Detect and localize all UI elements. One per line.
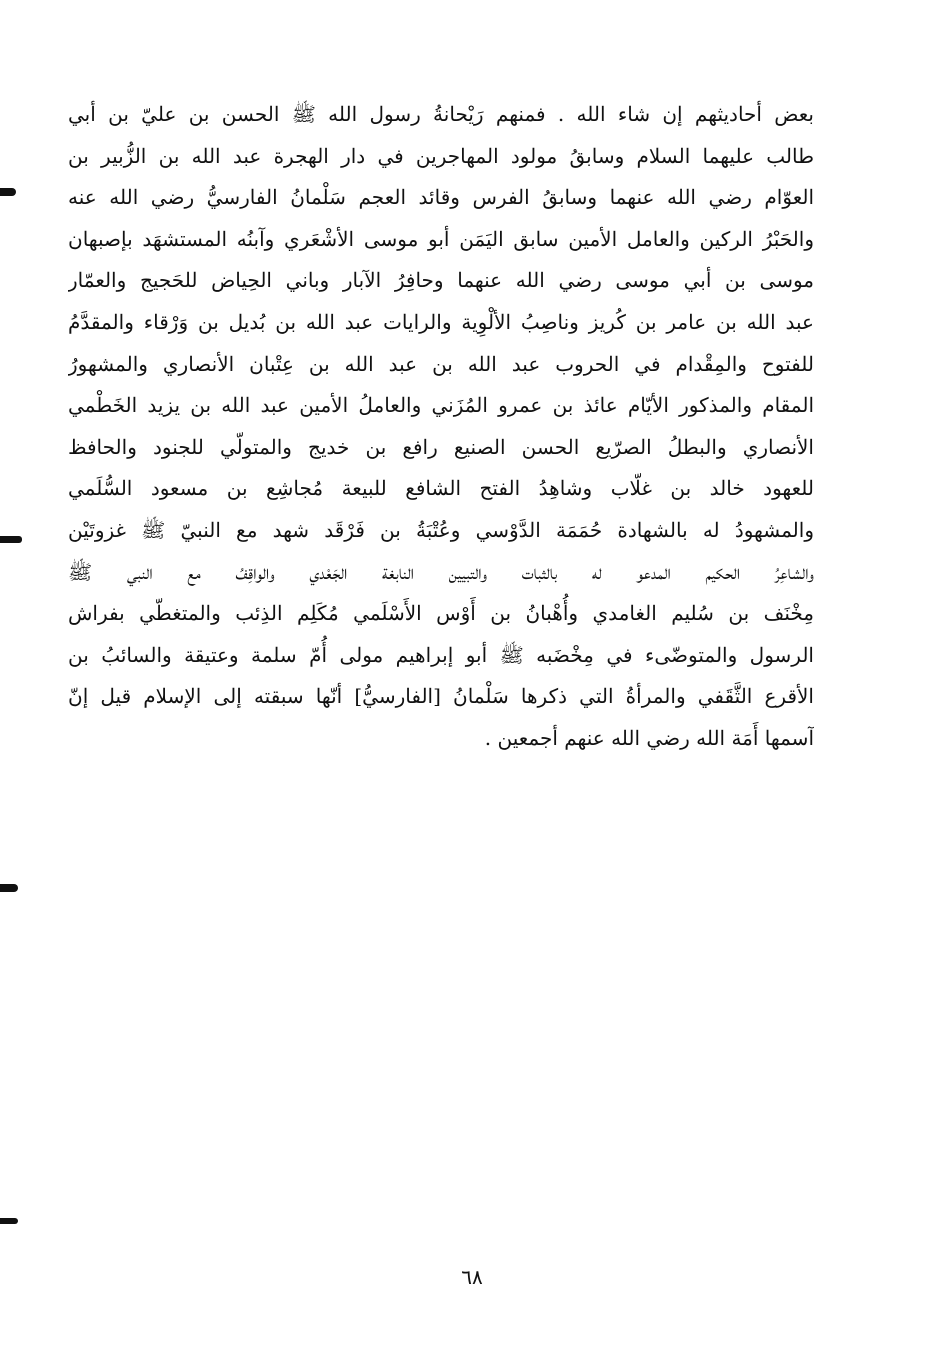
text-line: الأقرع الثَّقَفي والمرأةُ التي ذكرها سَلْمانُ [الفارسيُّ] أنّها سبقته إلى الإسلام قيل إنّ: [68, 684, 814, 709]
scan-mark: [0, 536, 22, 543]
text-line: للعهود خالد بن غلّاب وشاهِدُ الفتح الشافع للبيعة مُجاشِع بن مسعود السُّلَمي: [68, 476, 814, 501]
text-line: العوّام رضي الله عنهما وسابقُ الفرس وقائد العجم سَلْمانُ الفارسيُّ رضي الله عنه: [68, 185, 814, 210]
text-line: عبد الله بن عامر بن كُريز وناصِبُ الألْوِية والرايات عبد الله بن بُديل بن وَرْقاء والمقدَّمُ: [68, 309, 814, 334]
body-paragraph: [68, 94, 814, 760]
text-line: موسى بن أبي موسى رضي الله عنهما وحافِرُ الآبار وباني الحِياض للحَجيج والعمّار: [68, 268, 814, 293]
text-line: للفتوح والمِقْدام في الحروب عبد الله بن عبد الله بن عِتْبان الأنصاري والمشهورُ: [68, 351, 814, 376]
text-line: والشاعِرُ الحكيم المدعو له بالثبات والتبيين النابغة الجَعْدي والواقِفُ مع النبي ﷺ: [68, 559, 814, 584]
text-line: مِخْنَف بن سُليم الغامدي وأُهْبانُ بن أَوْس الأَسْلَمي مُكَلِم الذِئب والمتغطّي بفراش: [68, 601, 814, 626]
scan-mark: [0, 188, 16, 196]
text-line: الرسول والمتوضّىء في مِخْضَبه ﷺ أبو إبراهيم مولى أُمّ سلمة وعتيقة والسائبُ بن: [68, 642, 814, 667]
text-line: بعض أحاديثهم إن شاء الله . فمنهم رَيْحانةُ رسول الله ﷺ الحسن بن عليّ بن أبي: [68, 102, 814, 126]
scan-mark: [0, 884, 18, 892]
scan-mark: [0, 1218, 18, 1224]
text-line: طالب عليهما السلام وسابقُ مولود المهاجرين في دار الهجرة عبد الله بن الزُّبير بن: [68, 143, 814, 168]
text-line: والحَبْرُ الركين والعامل الأمين سابق اليَمَن أبو موسى الأشْعَري وآبنُه المستشهَد بإصبهان: [68, 226, 814, 251]
text-line: الأنصاري والبطلُ الصرّيع الحسن الصنيع رافع بن خديج والمتولّي للجنود والحافظ: [68, 434, 814, 459]
text-line: المقام والمذكور الأيّام عائذ بن عمرو المُزَني والعاملُ الأمين عبد الله بن يزيد الخَطْمي: [68, 393, 814, 418]
text-line-last: آسمها أَمَة الله رضي الله عنهم أجمعين .: [484, 725, 814, 750]
text-line: والمشهودُ له بالشهادة حُمَمَة الدَّوْسي وعُتْبَةُ بن فَرْقَد شهد مع النبيّ ﷺ غزوتَيْن: [68, 517, 814, 542]
page-number: ٦٨: [461, 1265, 483, 1289]
